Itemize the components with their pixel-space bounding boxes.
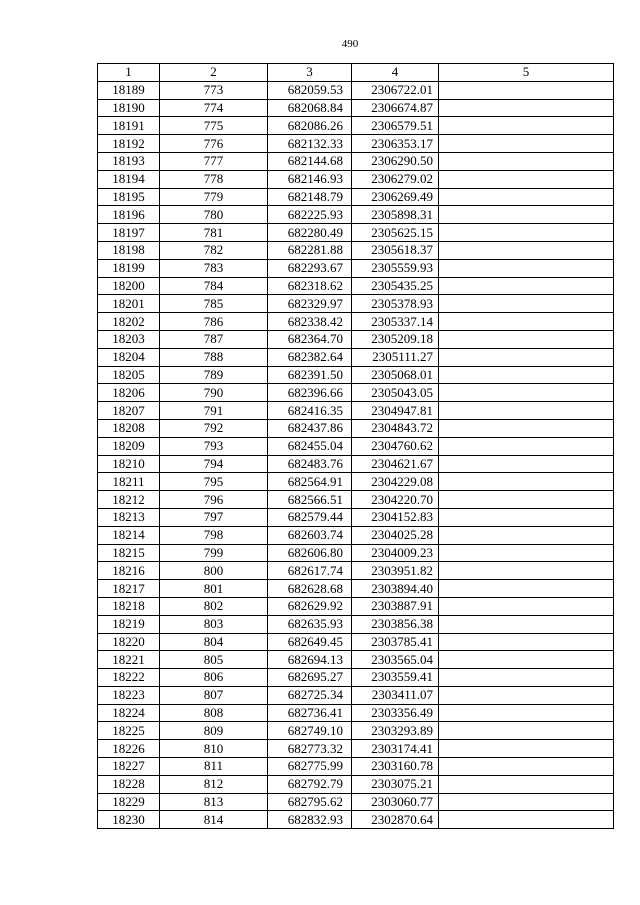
cell-point-id: 18193 (98, 152, 160, 170)
cell-x-coordinate: 682694.13 (268, 651, 352, 669)
cell-y-coordinate: 2304621.67 (352, 455, 439, 473)
table-row (98, 793, 614, 811)
cell-y-coordinate: 2303785.41 (352, 633, 439, 651)
table-row (98, 224, 614, 242)
cell-x-coordinate: 682792.79 (268, 775, 352, 793)
cell-x-coordinate: 682144.68 (268, 152, 352, 170)
cell-x-coordinate: 682455.04 (268, 437, 352, 455)
cell-point-number: 800 (160, 562, 268, 580)
cell-point-number: 797 (160, 508, 268, 526)
cell-note (439, 99, 614, 117)
cell-point-number: 775 (160, 117, 268, 135)
table-row (98, 81, 614, 99)
cell-point-number: 798 (160, 526, 268, 544)
cell-x-coordinate: 682749.10 (268, 722, 352, 740)
cell-point-id: 18213 (98, 508, 160, 526)
cell-point-id: 18205 (98, 366, 160, 384)
table-row (98, 384, 614, 402)
cell-point-number: 773 (160, 81, 268, 99)
table-row (98, 473, 614, 491)
cell-y-coordinate: 2306353.17 (352, 135, 439, 153)
column-header-4: 4 (352, 64, 439, 82)
cell-point-id: 18221 (98, 651, 160, 669)
table-row (98, 686, 614, 704)
cell-point-id: 18197 (98, 224, 160, 242)
cell-x-coordinate: 682146.93 (268, 170, 352, 188)
cell-point-number: 807 (160, 686, 268, 704)
cell-point-number: 809 (160, 722, 268, 740)
cell-y-coordinate: 2306674.87 (352, 99, 439, 117)
cell-note (439, 224, 614, 242)
table-row (98, 277, 614, 295)
cell-point-number: 794 (160, 455, 268, 473)
table-row (98, 580, 614, 598)
cell-point-number: 777 (160, 152, 268, 170)
cell-point-number: 786 (160, 313, 268, 331)
cell-x-coordinate: 682649.45 (268, 633, 352, 651)
cell-point-id: 18208 (98, 419, 160, 437)
cell-point-id: 18219 (98, 615, 160, 633)
cell-point-number: 803 (160, 615, 268, 633)
cell-note (439, 313, 614, 331)
cell-point-id: 18210 (98, 455, 160, 473)
cell-point-id: 18228 (98, 775, 160, 793)
table-row (98, 188, 614, 206)
cell-point-id: 18199 (98, 259, 160, 277)
table-row (98, 651, 614, 669)
cell-y-coordinate: 2306722.01 (352, 81, 439, 99)
cell-point-id: 18200 (98, 277, 160, 295)
cell-x-coordinate: 682391.50 (268, 366, 352, 384)
cell-note (439, 330, 614, 348)
table-row (98, 669, 614, 687)
cell-y-coordinate: 2304025.28 (352, 526, 439, 544)
table-row (98, 633, 614, 651)
cell-x-coordinate: 682635.93 (268, 615, 352, 633)
cell-x-coordinate: 682832.93 (268, 811, 352, 829)
cell-point-id: 18216 (98, 562, 160, 580)
table-row (98, 526, 614, 544)
cell-point-id: 18211 (98, 473, 160, 491)
cell-point-number: 811 (160, 758, 268, 776)
table-row (98, 313, 614, 331)
coordinates-table (97, 63, 614, 829)
cell-point-id: 18224 (98, 704, 160, 722)
cell-x-coordinate: 682225.93 (268, 206, 352, 224)
table-row (98, 437, 614, 455)
table-body (98, 81, 614, 828)
cell-x-coordinate: 682629.92 (268, 597, 352, 615)
table-row (98, 170, 614, 188)
cell-note (439, 170, 614, 188)
cell-y-coordinate: 2305378.93 (352, 295, 439, 313)
cell-point-id: 18189 (98, 81, 160, 99)
cell-point-id: 18204 (98, 348, 160, 366)
cell-y-coordinate: 2305618.37 (352, 241, 439, 259)
cell-y-coordinate: 2303887.91 (352, 597, 439, 615)
cell-y-coordinate: 2303411.07 (352, 686, 439, 704)
cell-point-number: 804 (160, 633, 268, 651)
table-row (98, 811, 614, 829)
cell-note (439, 597, 614, 615)
cell-y-coordinate: 2304947.81 (352, 402, 439, 420)
cell-y-coordinate: 2303060.77 (352, 793, 439, 811)
cell-point-id: 18225 (98, 722, 160, 740)
table-row (98, 775, 614, 793)
cell-point-number: 801 (160, 580, 268, 598)
cell-y-coordinate: 2304220.70 (352, 491, 439, 509)
cell-point-number: 781 (160, 224, 268, 242)
cell-note (439, 277, 614, 295)
cell-point-id: 18202 (98, 313, 160, 331)
cell-point-number: 812 (160, 775, 268, 793)
cell-point-id: 18227 (98, 758, 160, 776)
table-row (98, 740, 614, 758)
cell-x-coordinate: 682338.42 (268, 313, 352, 331)
cell-point-number: 776 (160, 135, 268, 153)
cell-point-number: 806 (160, 669, 268, 687)
cell-y-coordinate: 2305435.25 (352, 277, 439, 295)
cell-y-coordinate: 2303856.38 (352, 615, 439, 633)
cell-y-coordinate: 2303565.04 (352, 651, 439, 669)
cell-x-coordinate: 682628.68 (268, 580, 352, 598)
cell-point-number: 793 (160, 437, 268, 455)
cell-point-id: 18222 (98, 669, 160, 687)
cell-point-number: 792 (160, 419, 268, 437)
table-row (98, 758, 614, 776)
cell-y-coordinate: 2303894.40 (352, 580, 439, 598)
cell-note (439, 633, 614, 651)
table-row (98, 99, 614, 117)
cell-note (439, 437, 614, 455)
table-row (98, 544, 614, 562)
cell-x-coordinate: 682606.80 (268, 544, 352, 562)
cell-point-number: 791 (160, 402, 268, 420)
cell-point-id: 18206 (98, 384, 160, 402)
cell-x-coordinate: 682579.44 (268, 508, 352, 526)
cell-point-number: 789 (160, 366, 268, 384)
cell-y-coordinate: 2306290.50 (352, 152, 439, 170)
cell-point-id: 18218 (98, 597, 160, 615)
cell-point-number: 774 (160, 99, 268, 117)
cell-point-number: 778 (160, 170, 268, 188)
cell-note (439, 544, 614, 562)
cell-y-coordinate: 2305209.18 (352, 330, 439, 348)
cell-y-coordinate: 2303075.21 (352, 775, 439, 793)
cell-y-coordinate: 2304843.72 (352, 419, 439, 437)
cell-note (439, 722, 614, 740)
cell-point-number: 785 (160, 295, 268, 313)
table-row (98, 117, 614, 135)
cell-x-coordinate: 682617.74 (268, 562, 352, 580)
cell-note (439, 188, 614, 206)
cell-point-number: 796 (160, 491, 268, 509)
cell-note (439, 366, 614, 384)
cell-point-id: 18209 (98, 437, 160, 455)
cell-y-coordinate: 2305043.05 (352, 384, 439, 402)
cell-point-id: 18223 (98, 686, 160, 704)
cell-x-coordinate: 682281.88 (268, 241, 352, 259)
cell-note (439, 241, 614, 259)
cell-x-coordinate: 682773.32 (268, 740, 352, 758)
cell-point-id: 18198 (98, 241, 160, 259)
cell-x-coordinate: 682382.64 (268, 348, 352, 366)
table-row (98, 562, 614, 580)
cell-x-coordinate: 682603.74 (268, 526, 352, 544)
cell-x-coordinate: 682695.27 (268, 669, 352, 687)
cell-y-coordinate: 2303293.89 (352, 722, 439, 740)
cell-note (439, 419, 614, 437)
cell-y-coordinate: 2306579.51 (352, 117, 439, 135)
cell-point-id: 18214 (98, 526, 160, 544)
cell-note (439, 740, 614, 758)
column-header-1: 1 (98, 64, 160, 82)
cell-note (439, 117, 614, 135)
cell-note (439, 811, 614, 829)
cell-note (439, 152, 614, 170)
cell-y-coordinate: 2305625.15 (352, 224, 439, 242)
cell-y-coordinate: 2305111.27 (352, 348, 439, 366)
cell-point-number: 799 (160, 544, 268, 562)
cell-point-number: 813 (160, 793, 268, 811)
header-row (98, 64, 614, 82)
cell-point-number: 780 (160, 206, 268, 224)
cell-y-coordinate: 2306269.49 (352, 188, 439, 206)
table-row (98, 491, 614, 509)
cell-x-coordinate: 682364.70 (268, 330, 352, 348)
cell-note (439, 669, 614, 687)
cell-point-id: 18230 (98, 811, 160, 829)
cell-point-id: 18229 (98, 793, 160, 811)
cell-x-coordinate: 682086.26 (268, 117, 352, 135)
cell-y-coordinate: 2305337.14 (352, 313, 439, 331)
table-row (98, 615, 614, 633)
cell-point-number: 805 (160, 651, 268, 669)
table-row (98, 597, 614, 615)
cell-x-coordinate: 682068.84 (268, 99, 352, 117)
cell-note (439, 473, 614, 491)
cell-note (439, 686, 614, 704)
cell-point-number: 790 (160, 384, 268, 402)
cell-point-id: 18201 (98, 295, 160, 313)
cell-point-id: 18207 (98, 402, 160, 420)
cell-point-number: 784 (160, 277, 268, 295)
cell-x-coordinate: 682564.91 (268, 473, 352, 491)
table-row (98, 402, 614, 420)
cell-x-coordinate: 682329.97 (268, 295, 352, 313)
cell-point-number: 795 (160, 473, 268, 491)
cell-point-number: 783 (160, 259, 268, 277)
column-header-3: 3 (268, 64, 352, 82)
page-number: 490 (341, 38, 359, 50)
table-row (98, 704, 614, 722)
cell-note (439, 704, 614, 722)
cell-note (439, 562, 614, 580)
cell-note (439, 206, 614, 224)
cell-note (439, 508, 614, 526)
cell-note (439, 295, 614, 313)
cell-note (439, 348, 614, 366)
cell-note (439, 758, 614, 776)
cell-point-id: 18191 (98, 117, 160, 135)
table-row (98, 241, 614, 259)
cell-point-id: 18217 (98, 580, 160, 598)
cell-note (439, 615, 614, 633)
cell-point-number: 788 (160, 348, 268, 366)
cell-point-id: 18212 (98, 491, 160, 509)
cell-x-coordinate: 682132.33 (268, 135, 352, 153)
cell-note (439, 651, 614, 669)
table-row (98, 366, 614, 384)
cell-y-coordinate: 2303951.82 (352, 562, 439, 580)
cell-y-coordinate: 2304152.83 (352, 508, 439, 526)
cell-x-coordinate: 682775.99 (268, 758, 352, 776)
cell-x-coordinate: 682725.34 (268, 686, 352, 704)
cell-note (439, 455, 614, 473)
cell-y-coordinate: 2305898.31 (352, 206, 439, 224)
cell-point-id: 18194 (98, 170, 160, 188)
cell-x-coordinate: 682795.62 (268, 793, 352, 811)
cell-point-id: 18195 (98, 188, 160, 206)
cell-point-id: 18220 (98, 633, 160, 651)
cell-y-coordinate: 2305068.01 (352, 366, 439, 384)
cell-x-coordinate: 682736.41 (268, 704, 352, 722)
cell-point-number: 782 (160, 241, 268, 259)
table-row (98, 206, 614, 224)
cell-point-number: 779 (160, 188, 268, 206)
cell-point-number: 802 (160, 597, 268, 615)
cell-note (439, 259, 614, 277)
cell-y-coordinate: 2303559.41 (352, 669, 439, 687)
cell-x-coordinate: 682293.67 (268, 259, 352, 277)
cell-point-id: 18203 (98, 330, 160, 348)
cell-y-coordinate: 2304229.08 (352, 473, 439, 491)
cell-y-coordinate: 2302870.64 (352, 811, 439, 829)
cell-note (439, 526, 614, 544)
table-row (98, 348, 614, 366)
table-row (98, 508, 614, 526)
table-row (98, 419, 614, 437)
cell-point-id: 18196 (98, 206, 160, 224)
cell-note (439, 384, 614, 402)
cell-note (439, 81, 614, 99)
cell-y-coordinate: 2304760.62 (352, 437, 439, 455)
cell-point-id: 18190 (98, 99, 160, 117)
table-row (98, 295, 614, 313)
cell-x-coordinate: 682416.35 (268, 402, 352, 420)
cell-y-coordinate: 2306279.02 (352, 170, 439, 188)
table-row (98, 152, 614, 170)
cell-note (439, 135, 614, 153)
column-header-5: 5 (439, 64, 614, 82)
cell-y-coordinate: 2305559.93 (352, 259, 439, 277)
cell-point-number: 808 (160, 704, 268, 722)
table-row (98, 135, 614, 153)
cell-point-number: 787 (160, 330, 268, 348)
cell-point-number: 814 (160, 811, 268, 829)
cell-point-id: 18192 (98, 135, 160, 153)
cell-x-coordinate: 682396.66 (268, 384, 352, 402)
cell-x-coordinate: 682483.76 (268, 455, 352, 473)
cell-note (439, 580, 614, 598)
cell-x-coordinate: 682059.53 (268, 81, 352, 99)
table-row (98, 722, 614, 740)
table-row (98, 330, 614, 348)
cell-x-coordinate: 682318.62 (268, 277, 352, 295)
table-row (98, 455, 614, 473)
column-header-2: 2 (160, 64, 268, 82)
cell-note (439, 793, 614, 811)
cell-x-coordinate: 682437.86 (268, 419, 352, 437)
cell-point-id: 18215 (98, 544, 160, 562)
table-row (98, 259, 614, 277)
cell-point-number: 810 (160, 740, 268, 758)
cell-y-coordinate: 2303356.49 (352, 704, 439, 722)
cell-point-id: 18226 (98, 740, 160, 758)
cell-note (439, 775, 614, 793)
cell-x-coordinate: 682566.51 (268, 491, 352, 509)
cell-y-coordinate: 2303160.78 (352, 758, 439, 776)
cell-x-coordinate: 682148.79 (268, 188, 352, 206)
cell-y-coordinate: 2304009.23 (352, 544, 439, 562)
cell-y-coordinate: 2303174.41 (352, 740, 439, 758)
cell-note (439, 402, 614, 420)
table-header (98, 64, 614, 82)
cell-x-coordinate: 682280.49 (268, 224, 352, 242)
cell-note (439, 491, 614, 509)
